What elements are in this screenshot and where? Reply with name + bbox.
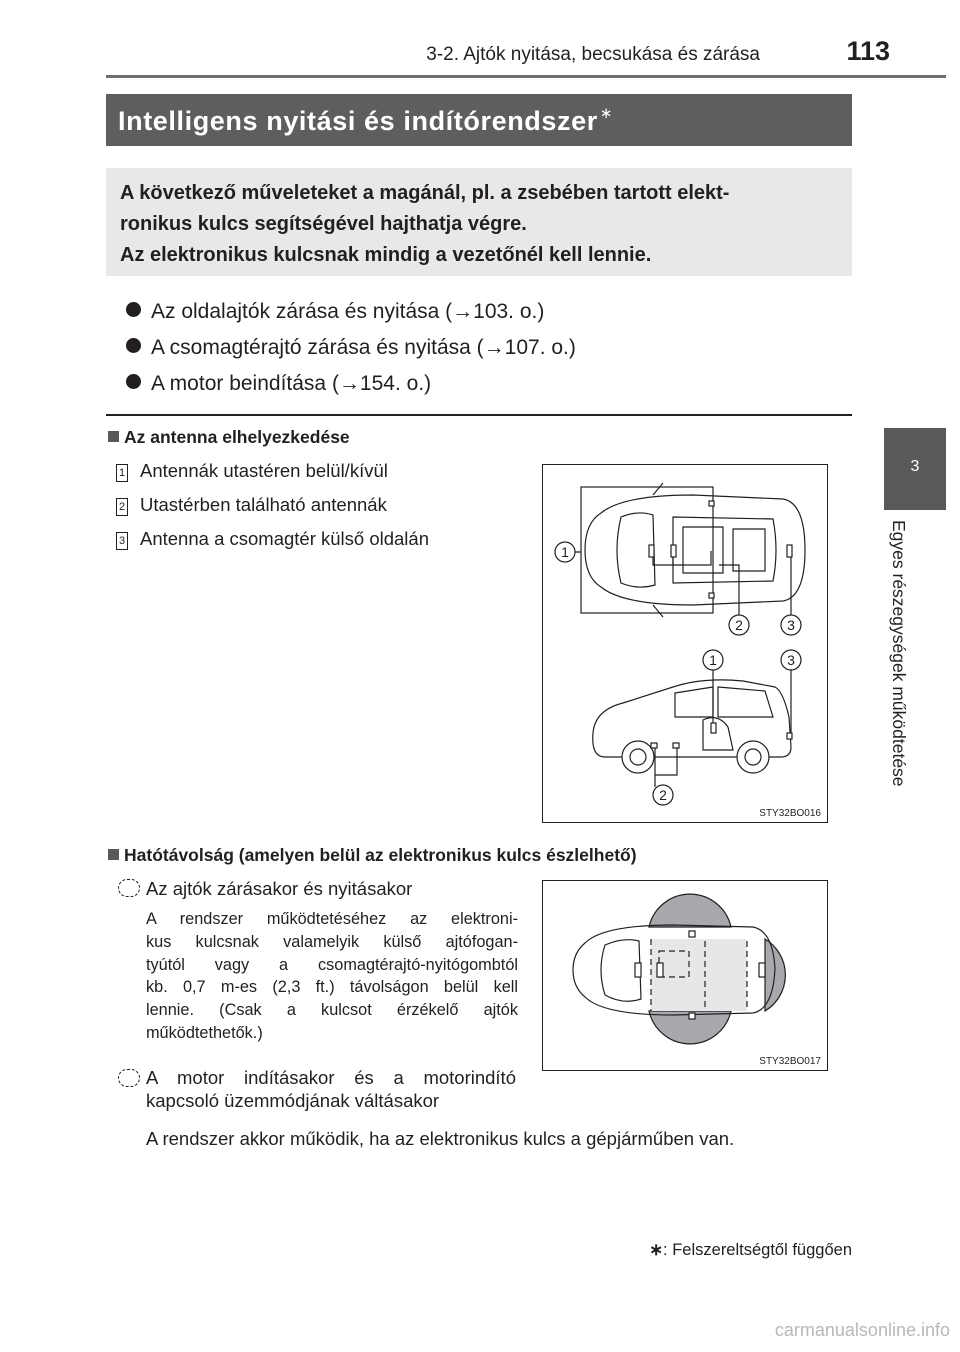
bullet-icon xyxy=(126,302,141,317)
list-item: Az oldalajtók zárása és nyitása (→103. o.) xyxy=(126,294,576,330)
bullet-icon xyxy=(126,338,141,353)
range-diagram xyxy=(543,881,827,1070)
antenna-figure xyxy=(542,464,828,823)
range-closing-text: A rendszer akkor működik, ha az elektronikus kulcs a gépjárműben van. xyxy=(146,1128,735,1149)
callout-2: 2 xyxy=(659,787,667,803)
antenna-diagram xyxy=(543,465,827,822)
header-section-title: 3-2. Ajtók nyitása, becsukása és zárása xyxy=(426,44,760,65)
top-view-frame xyxy=(581,487,713,613)
legend-item: 2 Utastérben található antennák xyxy=(116,488,429,522)
legend-item: 1 Antennák utastéren belül/kívül xyxy=(116,454,429,488)
footnote: ∗: Felszereltségtől függően xyxy=(649,1241,852,1259)
chapter-tab[interactable] xyxy=(884,428,946,510)
page-number: 113 xyxy=(846,36,890,66)
list-item: A csomagtérajtó zárása és nyitása (→107. o.) xyxy=(126,330,576,366)
intro-line: A következő műveleteket a magánál, pl. a zsebében tartott elekt- xyxy=(120,182,730,204)
range-item-engine: A motor indításakor és a motorindító kapcsoló üzemmódjának váltásakor xyxy=(118,1066,516,1112)
section-divider xyxy=(106,414,852,416)
watermark: carmanualsonline.info xyxy=(774,1320,950,1340)
callout-3: 3 xyxy=(787,617,795,633)
range-figure xyxy=(542,880,828,1071)
antenna-heading: Az antenna elhelyezkedése xyxy=(108,427,350,448)
range-item-doors: Az ajtók zárásakor és nyitásakor xyxy=(118,878,412,900)
callout-2: 2 xyxy=(735,617,743,633)
intro-line: ronikus kulcs segítségével hajthatja végre. xyxy=(120,213,527,235)
callout-1: 1 xyxy=(709,652,717,668)
car-top-body xyxy=(585,495,805,605)
range-heading: Hatótávolság (amelyen belül az elektronikus kulcs észlelhető) xyxy=(108,845,637,866)
antenna-legend xyxy=(116,454,429,556)
figure-code: STY32BO017 xyxy=(759,1056,821,1067)
feature-list xyxy=(126,294,576,402)
range-zone-front-door xyxy=(649,894,731,927)
dashed-key-icon xyxy=(118,879,140,897)
intro-line: Az elektronikus kulcsnak mindig a vezetőnél kell lennie. xyxy=(120,244,652,266)
page-title: Intelligens nyitási és indítórendszer ∗ xyxy=(118,105,613,136)
header-rule xyxy=(106,75,946,78)
list-item: A motor beindítása (→154. o.) xyxy=(126,366,576,402)
bullet-icon xyxy=(126,374,141,389)
range-paragraph: A rendszer működtetéséhez az elektroni- kus kulcsnak valamelyik külső ajtófogan- tyútól vagy a csomagtérajtó-nyitógombtól kb. 0,7 m-es (2,3 ft.) távolságon belül kell lennie. (Csak a kulcsot érzékelő ajtók működtethetők.) xyxy=(146,910,518,1042)
chapter-side-title: Egyes részegységek működtetése xyxy=(889,520,909,787)
callout-3: 3 xyxy=(787,652,795,668)
callout-1: 1 xyxy=(561,544,569,560)
square-bullet-icon xyxy=(108,849,119,860)
title-asterisk: ∗ xyxy=(599,105,613,122)
intro-box xyxy=(106,168,852,276)
square-bullet-icon xyxy=(108,431,119,442)
dashed-key-icon xyxy=(118,1069,140,1087)
chapter-number: 3 xyxy=(910,458,920,475)
legend-item: 3 Antenna a csomagtér külső oldalán xyxy=(116,522,429,556)
figure-code: STY32BO016 xyxy=(759,808,821,819)
